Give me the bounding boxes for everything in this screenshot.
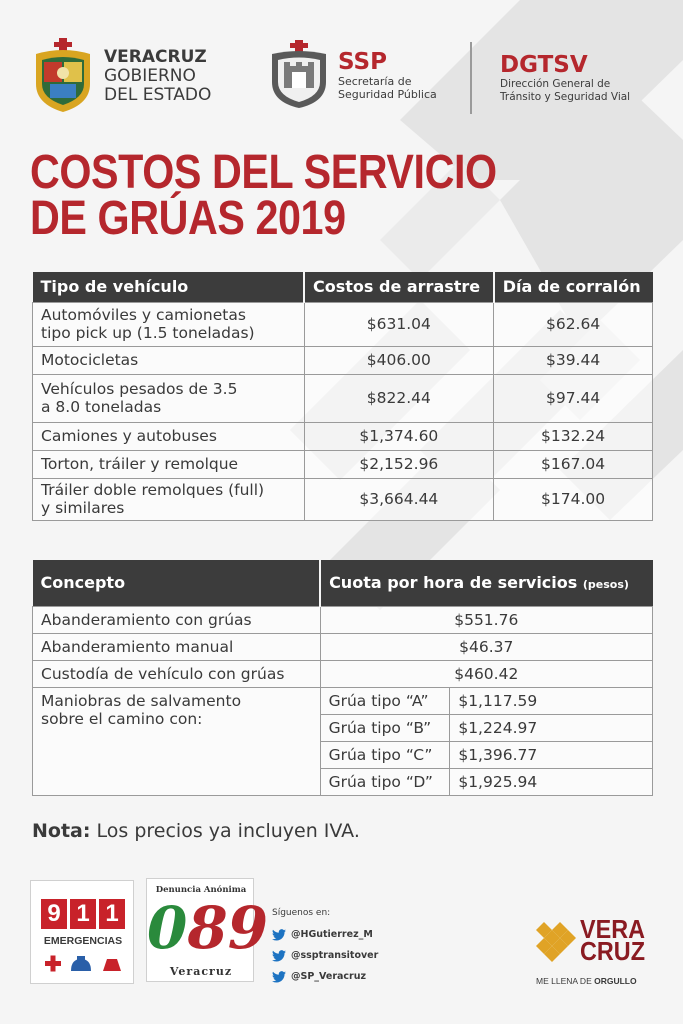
corralon-cost: $62.64 [494, 302, 653, 346]
grua-tipo: Grúa tipo “A” [320, 687, 450, 714]
table-row [33, 633, 653, 660]
table-header-row [33, 560, 653, 606]
corralon-cost: $97.44 [494, 374, 653, 422]
slogan: ME LLENA DE ORGULLO [536, 976, 637, 986]
title-line1: COSTOS DEL SERVICIO [30, 146, 497, 199]
concepto: Abanderamiento manual [33, 633, 321, 660]
twitter-icon [272, 929, 286, 941]
social-item[interactable] [272, 945, 378, 966]
social-links [272, 908, 378, 987]
corralon-cost: $174.00 [494, 478, 653, 520]
header-cuota-unit: (pesos) [582, 578, 629, 592]
vehicle-type: Torton, tráiler y remolque [33, 450, 305, 478]
ssp-line1: Secretaría de [338, 75, 412, 88]
note-text: Los precios ya incluyen IVA. [90, 820, 360, 842]
twitter-handle[interactable]: @ssptransitover [291, 950, 379, 961]
grua-cuota: $1,396.77 [450, 741, 653, 768]
grua-cuota: $1,224.97 [450, 714, 653, 741]
arrastre-cost: $2,152.96 [304, 450, 494, 478]
title-line2: DE GRÚAS 2019 [30, 192, 346, 245]
concepto: Custodía de vehículo con grúas [33, 660, 321, 687]
veracruz-brand-logo [536, 914, 656, 990]
social-item[interactable] [272, 924, 378, 945]
table-row [33, 374, 653, 422]
gobierno-logo [30, 38, 211, 114]
arrastre-cost: $631.04 [304, 302, 494, 346]
grua-tipo: Grúa tipo “C” [320, 741, 450, 768]
dgtsv-line2: Tránsito y Seguridad Vial [500, 91, 631, 103]
concepto: Abanderamiento con grúas [33, 606, 321, 633]
header-tipo-vehiculo: Tipo de vehículo [33, 272, 305, 302]
corralon-cost: $132.24 [494, 422, 653, 450]
vehicle-type: Tráiler doble remolques (full) y similares [33, 478, 305, 520]
table-row [33, 422, 653, 450]
social-item[interactable] [272, 966, 378, 987]
vehicle-type: Motocicletas [33, 346, 305, 374]
twitter-handle[interactable]: @SP_Veracruz [291, 971, 367, 982]
table-row [33, 660, 653, 687]
table-header-row [33, 272, 653, 302]
vehicle-type: Camiones y autobuses [33, 422, 305, 450]
digit-1: 1 [70, 899, 96, 929]
emergency-services-icon [41, 953, 127, 975]
ssp-title: SSP [338, 49, 387, 75]
table-row [33, 450, 653, 478]
header [30, 38, 660, 122]
header-dia-corralon: Día de corralón [494, 272, 653, 302]
concepto-maniobras: Maniobras de salvamento sobre el camino con: [33, 687, 321, 795]
table-row [33, 302, 653, 346]
header-divider [470, 42, 472, 114]
arrastre-cost: $1,374.60 [304, 422, 494, 450]
twitter-icon [272, 971, 286, 983]
veracruz-089-label: Veracruz [169, 965, 233, 978]
emergencias-911-logo [30, 880, 134, 984]
header-concepto: Concepto [33, 560, 321, 606]
table-row [33, 606, 653, 633]
number-089: 089 [147, 894, 269, 962]
gov-line3: DEL ESTADO [104, 84, 212, 105]
veracruz-wordmark: VERA CRUZ [580, 914, 646, 966]
denuncia-label: Denuncia Anónima [155, 885, 247, 895]
veracruz-shield-icon [30, 38, 96, 114]
table-row [33, 478, 653, 520]
twitter-icon [272, 950, 286, 962]
denuncia-089-logo [146, 878, 269, 982]
vehicle-type: Vehículos pesados de 3.5 a 8.0 toneladas [33, 374, 305, 422]
digit-9: 9 [41, 899, 67, 929]
twitter-handle[interactable]: @HGutierrez_M [291, 929, 373, 940]
corralon-cost: $167.04 [494, 450, 653, 478]
corralon-cost: $39.44 [494, 346, 653, 374]
ssp-logo [268, 40, 437, 110]
ssp-shield-icon [268, 40, 330, 110]
gov-line2: GOBIERNO [104, 65, 196, 86]
dgtsv-line1: Dirección General de [500, 78, 611, 90]
follow-label: Síguenos en: [272, 908, 331, 918]
arrastre-cost: $406.00 [304, 346, 494, 374]
cuota: $551.76 [320, 606, 652, 633]
cuota: $460.42 [320, 660, 652, 687]
header-cuota: Cuota por hora de servicios (pesos) [320, 560, 652, 606]
vehicle-cost-table [32, 272, 653, 521]
grua-cuota: $1,117.59 [450, 687, 653, 714]
table-row [33, 346, 653, 374]
ssp-line2: Seguridad Pública [338, 88, 437, 101]
service-fee-table [32, 560, 653, 796]
dgtsv-logo [500, 52, 630, 104]
page-title [30, 146, 497, 245]
vehicle-type: Automóviles y camionetas tipo pick up (1.5 toneladas) [33, 302, 305, 346]
header-costos-arrastre: Costos de arrastre [304, 272, 494, 302]
table-row [33, 687, 653, 714]
grua-tipo: Grúa tipo “B” [320, 714, 450, 741]
veracruz-pattern-icon [536, 922, 576, 962]
note-label: Nota: [32, 820, 91, 842]
digit-1b: 1 [99, 899, 125, 929]
gov-line1: VERACRUZ [104, 46, 207, 67]
dgtsv-title: DGTSV [500, 52, 588, 78]
cuota: $46.37 [320, 633, 652, 660]
price-note [32, 820, 360, 842]
arrastre-cost: $822.44 [304, 374, 494, 422]
grua-cuota: $1,925.94 [450, 768, 653, 795]
grua-tipo: Grúa tipo “D” [320, 768, 450, 795]
emergencias-label: EMERGENCIAS [43, 935, 123, 947]
arrastre-cost: $3,664.44 [304, 478, 494, 520]
